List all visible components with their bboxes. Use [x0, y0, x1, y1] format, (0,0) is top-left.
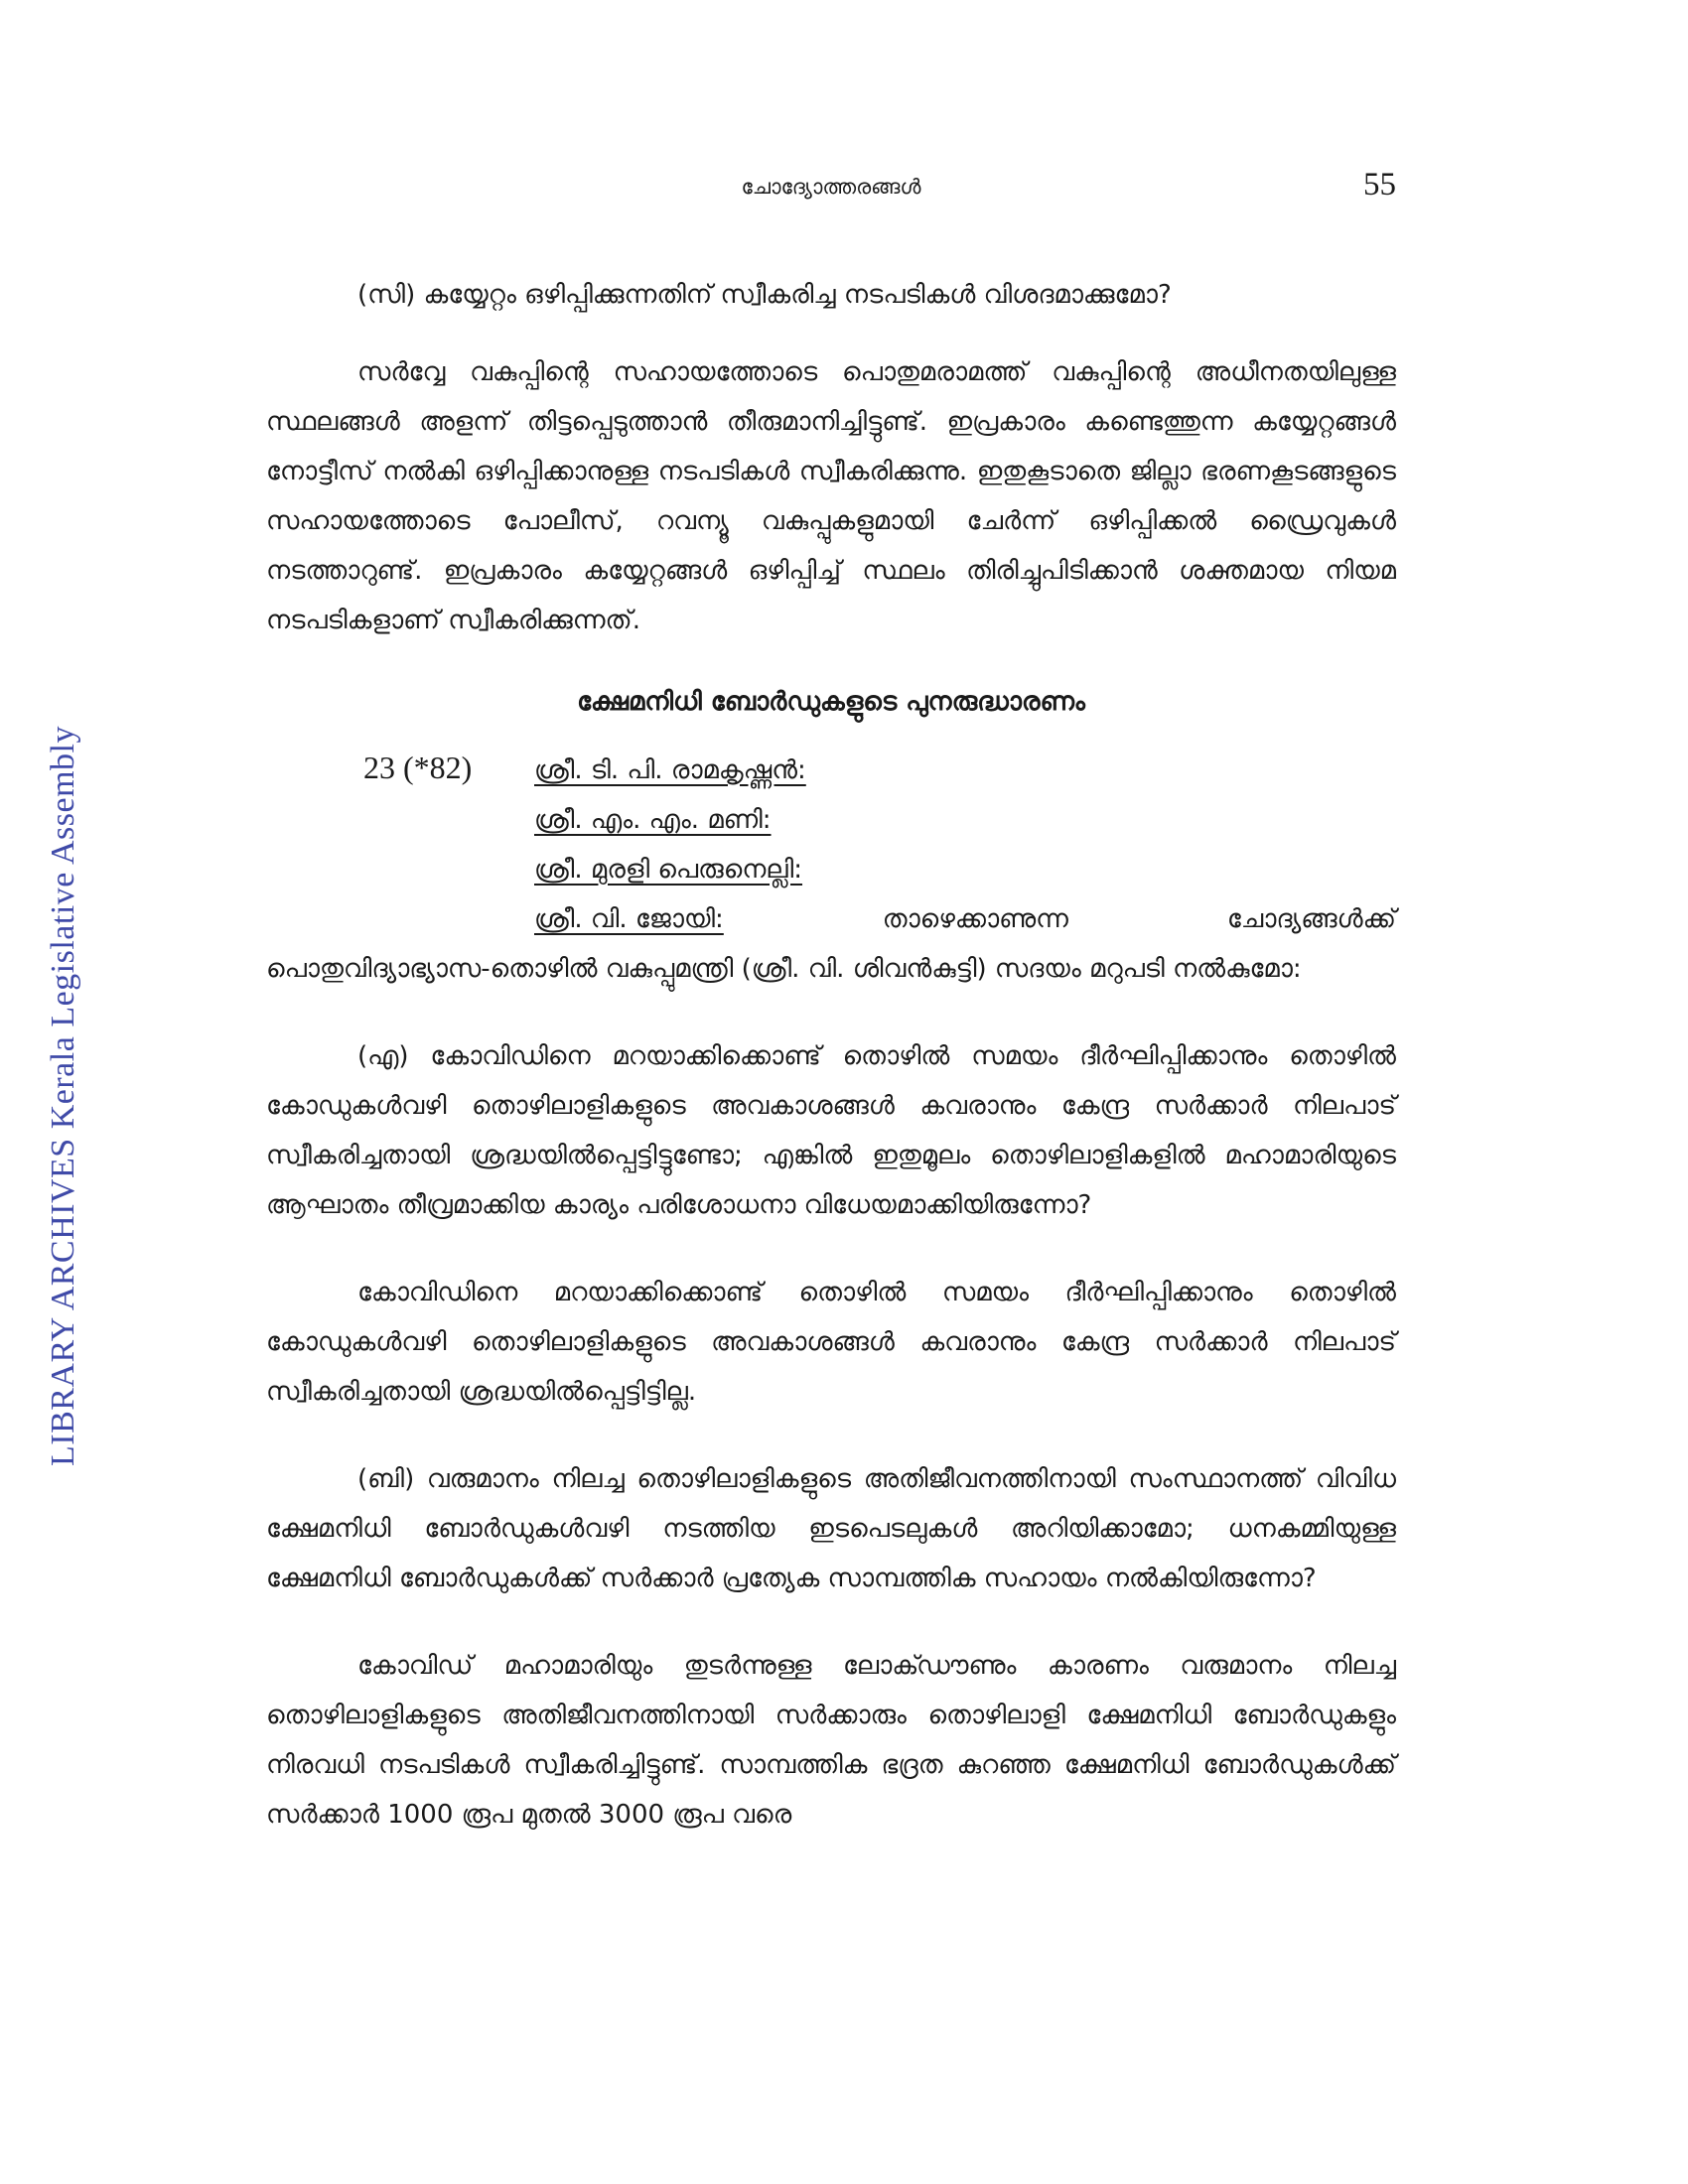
question-member-line	[266, 795, 1396, 845]
question-last-member-line	[266, 894, 1396, 944]
archive-watermark: LIBRARY ARCHIVES Kerala Legislative Assembly	[45, 726, 81, 1467]
running-title: ചോദ്യോത്തരങ്ങൾ	[741, 175, 921, 199]
question-block	[266, 743, 1396, 994]
question-member-line	[266, 845, 1396, 894]
question-c: (സി) കയ്യേറ്റം ഒഴിപ്പിക്കുന്നതിന് സ്വീകരിച്ച നടപടികൾ വിശദമാക്കുമോ?	[357, 280, 1172, 310]
page-header	[266, 167, 1396, 206]
question-a: (എ) കോവിഡിനെ മറയാക്കിക്കൊണ്ട് തൊഴിൽ സമയം ദീർഘിപ്പിക്കാനും തൊഴിൽ കോഡുകൾവഴി തൊഴിലാളികളുടെ അവകാശങ്ങൾ കവരാനും കേന്ദ്ര സർക്കാർ നിലപാട് സ്വീകരിച്ചതായി ശ്രദ്ധയിൽപ്പെട്ടിട്ടുണ്ടോ; എങ്കിൽ ഇതുമൂലം തൊഴിലാളികളിൽ മഹാമാരിയുടെ ആഘാതം തീവ്രമാക്കിയ കാര്യം പരിശോധനാ വിധേയമാക്കിയിരുന്നോ?	[266, 1041, 1396, 1220]
member-name: ശ്രീ. മുരളി പെരുനെല്ലി:	[534, 855, 803, 885]
question-addressee: പൊതുവിദ്യാഭ്യാസ-തൊഴിൽ വകുപ്പുമന്ത്രി (ശ്രീ. വി. ശിവൻകുട്ടി) സദയം മറുപടി നൽകുമോ:	[266, 954, 1302, 984]
member-name: ശ്രീ. ടി. പി. രാമകൃഷ്ണൻ:	[534, 755, 806, 785]
member-name: ശ്രീ. എം. എം. മണി:	[534, 805, 772, 835]
member-name: ശ്രീ. വി. ജോയി:	[534, 904, 724, 934]
question-member-line	[266, 743, 1396, 795]
answer-c: സർവ്വേ വകുപ്പിന്റെ സഹായത്തോടെ പൊതുമരാമത്ത് വകുപ്പിന്റെ അധീനതയിലുള്ള സ്ഥലങ്ങൾ അളന്ന് തിട്ടപ്പെടുത്താൻ തീരുമാനിച്ചിട്ടുണ്ട്. ഇപ്രകാരം കണ്ടെത്തുന്ന കയ്യേറ്റങ്ങൾ നോട്ടീസ് നൽകി ഒഴിപ്പിക്കാനുള്ള നടപടികൾ സ്വീകരിക്കുന്നു. ഇതുകൂടാതെ ജില്ലാ ഭരണകൂടങ്ങളുടെ സഹായത്തോടെ പോലീസ്, റവന്യൂ വകുപ്പുകളുമായി ചേർന്ന് ഒഴിപ്പിക്കൽ ഡ്രൈവുകൾ നടത്താറുണ്ട്. ഇപ്രകാരം കയ്യേറ്റങ്ങൾ ഒഴിപ്പിച്ച് സ്ഥലം തിരിച്ചുപിടിക്കാൻ ശക്തമായ നിയമ നടപടികളാണ് സ്വീകരിക്കുന്നത്.	[266, 357, 1396, 635]
page-number: 55	[1363, 167, 1396, 203]
section-heading: ക്ഷേമനിധി ബോർഡുകളുടെ പുനരുദ്ധാരണം	[577, 687, 1085, 717]
question-intro-word: ചോദ്യങ്ങൾക്ക്	[1226, 904, 1396, 934]
page-body	[266, 270, 1396, 1840]
answer-b: കോവിഡ് മഹാമാരിയും തുടർന്നുള്ള ലോക്ഡൗണും കാരണം വരുമാനം നിലച്ച തൊഴിലാളികളുടെ അതിജീവനത്തിനായി സർക്കാരും തൊഴിലാളി ക്ഷേമനിധി ബോർഡുകളും നിരവധി നടപടികൾ സ്വീകരിച്ചിട്ടുണ്ട്. സാമ്പത്തിക ഭദ്രത കുറഞ്ഞ ക്ഷേമനിധി ബോർഡുകൾക്ക് സർക്കാർ 1000 രൂപ മുതൽ 3000 രൂപ വരെ	[266, 1651, 1396, 1830]
answer-a: കോവിഡിനെ മറയാക്കിക്കൊണ്ട് തൊഴിൽ സമയം ദീർഘിപ്പിക്കാനും തൊഴിൽ കോഡുകൾവഴി തൊഴിലാളികളുടെ അവകാശങ്ങൾ കവരാനും കേന്ദ്ര സർക്കാർ നിലപാട് സ്വീകരിച്ചതായി ശ്രദ്ധയിൽപ്പെട്ടിട്ടില്ല.	[266, 1278, 1396, 1407]
question-intro-word: താഴെക്കാണുന്ന	[882, 904, 1068, 934]
question-number: 23 (*82)	[363, 750, 473, 785]
question-b: (ബി) വരുമാനം നിലച്ച തൊഴിലാളികളുടെ അതിജീവനത്തിനായി സംസ്ഥാനത്ത് വിവിധ ക്ഷേമനിധി ബോർഡുകൾവഴി നടത്തിയ ഇടപെടലുകൾ അറിയിക്കാമോ; ധനകമ്മിയുള്ള ക്ഷേമനിധി ബോർഡുകൾക്ക് സർക്കാർ പ്രത്യേക സാമ്പത്തിക സഹായം നൽകിയിരുന്നോ?	[266, 1464, 1396, 1593]
